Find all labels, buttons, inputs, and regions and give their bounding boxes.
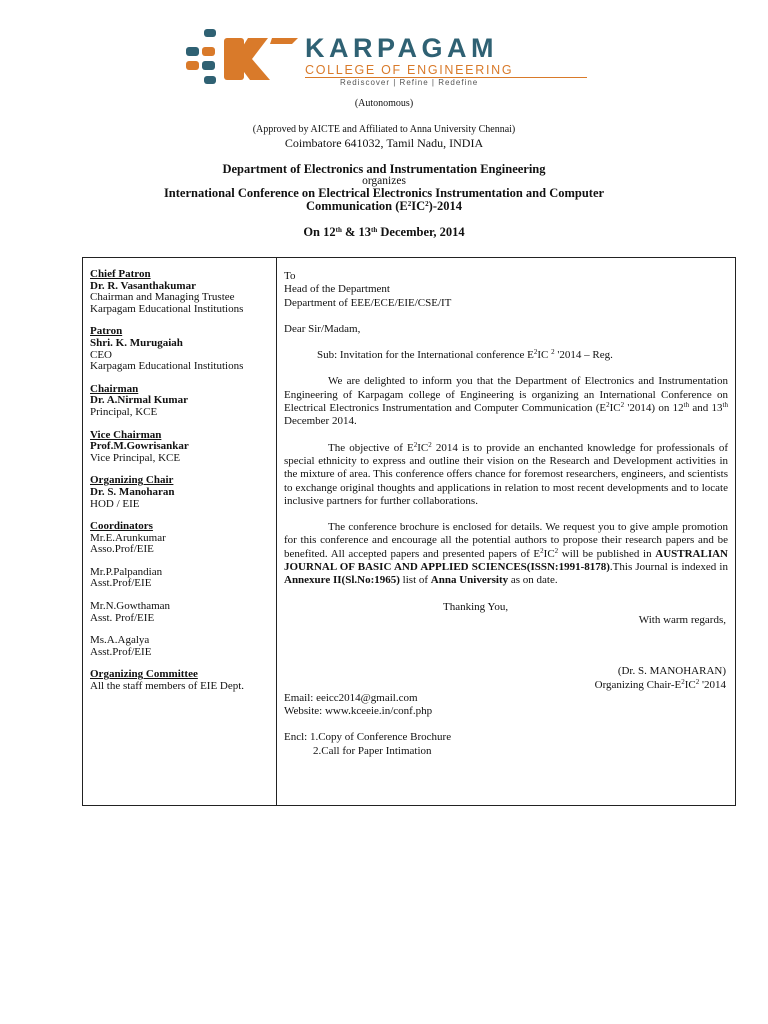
signatory-role: Organizing Chair-$E^2IC^2$ '2014 — [594, 677, 726, 691]
coordinator-item — [90, 533, 275, 556]
karpagam-k-icon — [180, 26, 298, 92]
thanking-line: Thanking You, — [443, 600, 509, 613]
person-role: Asst. Prof/EIE — [90, 611, 155, 624]
section-heading: Chief Patron — [90, 268, 151, 280]
salutation: Dear Sir/Madam, — [284, 322, 361, 335]
column-divider — [276, 257, 277, 805]
section-heading: Chairman — [90, 382, 139, 395]
logo-subtitle: COLLEGE OF ENGINEERING — [305, 63, 514, 77]
contact-website: Website: www.kceeie.in/conf.php — [284, 705, 433, 718]
addressee-line: Head of the Department — [284, 283, 390, 296]
section-heading: Patron — [90, 325, 123, 338]
patron-block — [90, 326, 275, 372]
coordinator-item — [90, 601, 275, 624]
vice-chairman-block — [90, 430, 275, 465]
person-role: Principal, KCE — [90, 405, 158, 418]
section-heading: Organizing Committee — [90, 668, 198, 681]
college-logo — [180, 26, 600, 92]
contact-email: Email: eeicc2014@gmail.com — [284, 691, 418, 704]
coordinator-item — [90, 635, 275, 658]
person-role: Asst.Prof/EIE — [90, 577, 152, 590]
paragraph-objective: The objective of $E^2IC^2$ 2014 is to provide an enchanted knowledge for professionals of special ethnicity to express and outline their vision on the Research and Development activities in the mixture of area. This conference offers chance for foremost researchers, engineers, and scientists to exchange original thoughts and applications in relation to most recent developments and to locate inclusive partners for further collaborations. — [284, 440, 728, 507]
person-role: HOD / EIE — [90, 497, 140, 510]
person-role: Vice Principal, KCE — [90, 451, 181, 464]
coordinators-block — [90, 521, 275, 658]
person-name: Mr.P.Palpandian — [90, 565, 163, 578]
person-name: Ms.A.Agalya — [90, 634, 150, 647]
address-line: Coimbatore 641032, Tamil Nadu, INDIA — [284, 136, 484, 150]
section-heading: Vice Chairman — [90, 428, 162, 441]
section-heading: Organizing Chair — [90, 474, 174, 487]
section-heading: Coordinators — [90, 520, 153, 533]
person-name: Prof.M.Gowrisankar — [90, 440, 189, 453]
regards-line: With warm regards, — [638, 613, 726, 626]
conference-title-line2: Communication $(E^2IC^2)-2014$ — [306, 199, 462, 213]
person-name: Mr.N.Gowthaman — [90, 600, 171, 613]
chief-patron-block — [90, 269, 275, 315]
person-role: Asso.Prof/EIE — [90, 543, 154, 556]
person-role: Asst.Prof/EIE — [90, 645, 152, 658]
person-role: CEO — [90, 348, 112, 361]
enclosure-line: 2.Call for Paper Intimation — [313, 744, 432, 757]
organizing-chair-block — [90, 475, 275, 510]
invitation-letter — [284, 270, 728, 758]
conference-title-line1: International Conference on Electrical Electronics Instrumentation and Computer — [163, 186, 605, 200]
logo-name: KARPAGAM — [305, 33, 498, 63]
chairman-block — [90, 384, 275, 419]
person-name: Dr. A.Nirmal Kumar — [90, 394, 188, 407]
conference-dates: On 12th & 13th December, 2014 — [303, 225, 465, 239]
coordinator-item — [90, 567, 275, 590]
addressee-line: Department of EEE/ECE/EIE/CSE/IT — [284, 296, 452, 309]
person-role: Karpagam Educational Institutions — [90, 302, 244, 315]
person-name: Shri. K. Murugaiah — [90, 336, 183, 349]
approval-line: (Approved by AICTE and Affiliated to Anna University Chennai) — [252, 124, 516, 135]
signatory-name: (Dr. S. MANOHARAN) — [617, 665, 726, 678]
person-name: Mr.E.Arunkumar — [90, 531, 166, 544]
organizes-label: organizes — [362, 175, 406, 187]
paragraph-brochure: The conference brochure is enclosed for details. We request you to give ample promotion for this conference and encourage all the potential authors to propose their research papers and be benefited. All accepted papers and presented papers of $E^2IC^2$ will be published in AUSTRALIAN JOURNAL OF BASIC AND APPLIED SCIENCES(ISSN:1991-8178).This Journal is indexed in Annexure II(Sl.No:1965) list of Anna University as on date. — [284, 521, 729, 587]
committee-text: All the staff members of EIE Dept. — [90, 680, 245, 693]
letter-to: To — [284, 270, 296, 282]
paragraph-intro: We are delighted to inform you that the Department of Electronics and Instrumentation Engineering of Karpagam college of Engineering is organizing an International Conference on Electrical Electronics Instrumentation and Computer Communication ($E^2IC^2$ '2014) on 12th and 13th December 2014. — [284, 375, 728, 428]
person-name: Dr. S. Manoharan — [90, 485, 175, 498]
logo-tagline: Rediscover | Refine | Redefine — [340, 78, 479, 87]
person-role: Karpagam Educational Institutions — [90, 360, 244, 373]
committee-sidebar — [90, 269, 275, 704]
autonomous-label: (Autonomous) — [354, 98, 414, 109]
department-title: Department of Electronics and Instrumentation Engineering — [222, 162, 546, 176]
organizing-committee-block — [90, 669, 275, 692]
enclosure-line: Encl: 1.Copy of Conference Brochure — [284, 731, 452, 744]
person-name: Dr. R. Vasanthakumar — [90, 279, 196, 292]
subject-line: Sub: Invitation for the International conference $E^2IC$ $^2$ '2014 – Reg. — [317, 348, 613, 362]
person-role: Chairman and Managing Trustee — [90, 291, 235, 304]
